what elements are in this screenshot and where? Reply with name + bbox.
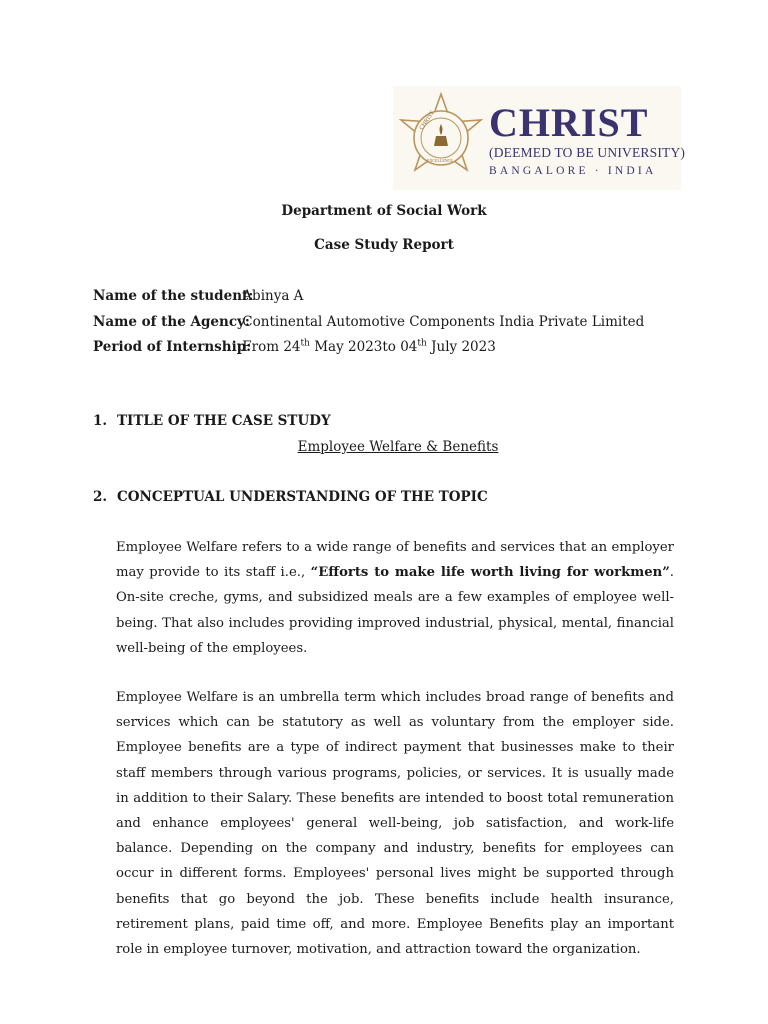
student-value: Abinya A xyxy=(242,288,304,304)
quote-emphasis: “Efforts to make life worth living for workmen” xyxy=(310,565,670,581)
period-row xyxy=(93,339,496,355)
student-label: Name of the student: xyxy=(93,288,254,304)
section-title: CONCEPTUAL UNDERSTANDING OF THE TOPIC xyxy=(117,489,488,505)
body-paragraph-1: Employee Welfare refers to a wide range of benefits and services that an employer may provide to its staff i.e., “Efforts to make life worth living for workmen”. On-site creche, gyms, and subsidized meals are a few examples of employee well-being. That also includes providing improved industrial, physical, mental, financial well-being of the employees. xyxy=(116,540,674,656)
case-study-title: Employee Welfare & Benefits xyxy=(297,439,499,455)
university-brand xyxy=(489,100,686,180)
period-value: From 24th May 2023to 04th July 2023 xyxy=(242,338,496,355)
svg-text:CHRIST: CHRIST xyxy=(418,110,436,132)
section-title: TITLE OF THE CASE STUDY xyxy=(117,413,331,429)
section-number: 1. xyxy=(93,413,108,429)
university-subtitle: (DEEMED TO BE UNIVERSITY) xyxy=(489,145,686,160)
report-title: Case Study Report xyxy=(314,237,454,253)
agency-row xyxy=(93,314,644,330)
student-row xyxy=(93,288,303,304)
agency-label: Name of the Agency: xyxy=(93,314,250,330)
department-title: Department of Social Work xyxy=(281,203,487,219)
section-number: 2. xyxy=(93,489,108,505)
section-heading-1 xyxy=(93,413,331,429)
agency-value: Continental Automotive Components India Private Limited xyxy=(242,314,645,330)
body-paragraph-2: Employee Welfare is an umbrella term which includes broad range of benefits and services which can be statutory as well as voluntary from the employer side. Employee benefits are a type of indirect payment that businesses make to their staff members through various programs, policies, or services. It is usually made in addition to their Salary. These benefits are intended to boost total remuneration and enhance employees' general well-being, job satisfaction, and work-life balance. Depending on the company and industry, benefits for employees can occur in different forms. Employees' personal lives might be supported through benefits that go beyond the job. These benefits include health insurance, retirement plans, paid time off, and more. Employee Benefits play an important role in employee turnover, motivation, and attraction toward the organization. xyxy=(116,690,674,958)
university-location: BANGALORE · INDIA xyxy=(489,165,657,177)
section-heading-2 xyxy=(93,489,488,505)
svg-text:EXCELLENCE: EXCELLENCE xyxy=(427,158,453,163)
university-name: CHRIST xyxy=(489,100,649,145)
period-label: Period of Internship: xyxy=(93,339,252,355)
